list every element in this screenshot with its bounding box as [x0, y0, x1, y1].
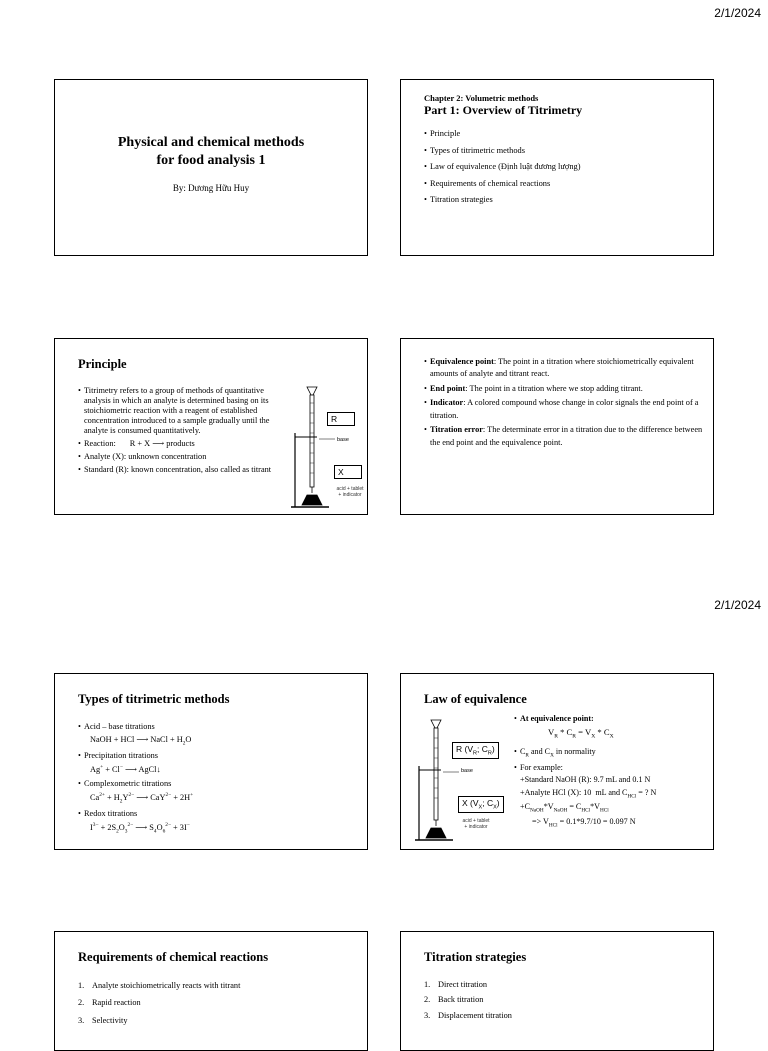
equation: $I^{3-} + 2S_2O_3^{2-}$ ⟶ $S_4O_6^{2-} + 3I^-$ — [90, 821, 190, 835]
slide-heading: Law of equivalence — [424, 692, 527, 706]
standard-box-text: R (V — [456, 744, 473, 754]
analyte-box-text: X (V — [462, 798, 479, 808]
list-item: • Standard (R): known concentration, also called as titrant — [78, 465, 283, 475]
slide-requirements — [54, 931, 368, 1051]
flask-label-line2: + indicator — [464, 823, 488, 830]
slide-main-title-line2: for food analysis 1 — [156, 153, 266, 169]
principle-list — [78, 386, 283, 478]
standard-box: R ($V_R$; $C_R$) — [452, 742, 499, 759]
list-item: • Redox titrations — [78, 808, 358, 821]
normality-text: in normality — [555, 746, 596, 756]
flask-label — [333, 487, 367, 498]
list-item: • Precipitation titrations — [78, 750, 358, 763]
list-item — [78, 439, 283, 449]
definition: : The determinate error in a titration due to the difference between the end point and the equivalence point. — [430, 425, 703, 447]
list-item-text: Selectivity — [92, 1015, 128, 1025]
part-title: Part 1: Overview of Titrimetry — [424, 103, 583, 117]
list-item-text: Back titration — [438, 995, 484, 1005]
list-item: • Principle — [424, 129, 704, 140]
list-item — [424, 397, 706, 422]
list-item: • For example: — [514, 762, 710, 773]
equivalence-list — [514, 713, 710, 830]
equation: Ag+ + Cl− ⟶ AgCl↓ — [90, 763, 161, 774]
requirements-list — [78, 981, 358, 1033]
slide-heading: Titration strategies — [424, 950, 527, 964]
overview-list — [424, 129, 704, 212]
list-item: • $C_R$ and $C_X$ in normality — [514, 746, 710, 760]
flask-label-line1: acid + tablet — [336, 486, 364, 492]
flask-label — [459, 819, 493, 830]
list-item-text: Direct titration — [438, 980, 488, 989]
list-item: • Acid – base titrations — [78, 721, 358, 734]
term: Equivalence point — [430, 357, 494, 366]
standard-box: R — [327, 412, 355, 426]
list-item-text: Analyte stoichiometrically reacts with titrant — [92, 981, 241, 990]
list-item: 2. Back titration — [424, 995, 484, 1005]
flask-label-line2: + indicator — [338, 491, 362, 498]
analyte-box: X — [334, 465, 362, 479]
list-item — [514, 713, 710, 724]
slide-heading: Types of titrimetric methods — [78, 692, 230, 706]
list-item-text: Rapid reaction — [92, 998, 141, 1008]
strategies-list — [424, 980, 704, 1026]
reaction-equation: R + X ⟶ products — [129, 438, 195, 448]
list-item: • Complexometric titrations — [78, 778, 358, 791]
definition: : The point in a titration where stoichiometrically equivalent amounts of analyte and titrant react. — [430, 357, 694, 379]
slide-definitions — [400, 338, 714, 515]
flask-label-line1: acid + tablet — [462, 818, 490, 824]
page-date-top: 2/1/2024 — [714, 6, 761, 20]
slide-law-equivalence — [400, 673, 714, 850]
example-line: +Standard NaOH (R): 9.7 mL and 0.1 N — [520, 775, 651, 785]
list-item: 2. Rapid reaction — [78, 998, 141, 1008]
term: End point — [430, 383, 466, 393]
list-item: 3. Displacement titration — [424, 1010, 512, 1020]
list-item: 1. Direct titration — [424, 980, 488, 989]
slide-main-title-line1: Physical and chemical methods — [117, 135, 305, 150]
list-item: • Analyte (X): unknown concentration — [78, 452, 283, 462]
analyte-box: X ($V_X$; $C_X$) — [458, 796, 504, 813]
base-label: base — [337, 437, 349, 443]
slide-heading: Requirements of chemical reactions — [78, 950, 269, 964]
slide-types — [54, 673, 368, 850]
equation: NaOH + HCl ⟶ NaCl + $H_2O$ — [90, 734, 192, 747]
types-list — [78, 721, 358, 838]
example-line: +Analyte HCl (X): 10 mL and $C_{HCl}$ = ? N — [520, 787, 657, 800]
list-item — [424, 383, 706, 395]
at-equivalence-label: At equivalence point: — [520, 714, 594, 723]
list-item: • Types of titrimetric methods — [424, 146, 704, 157]
slide-title — [54, 79, 368, 256]
list-item-text: Displacement titration — [438, 1010, 512, 1020]
page-date-mid: 2/1/2024 — [714, 598, 761, 612]
definitions-list — [424, 356, 706, 451]
list-item — [424, 356, 706, 381]
slide-strategies — [400, 931, 714, 1051]
list-item: • Titrimetry refers to a group of methods of quantitative analysis in which an analyte is determined basing on its stoichiometric reaction with a reagent of established concentration introduced to a sample gradually until the analyte is consumed quantitatively. — [78, 386, 283, 436]
list-item: 3. Selectivity — [78, 1015, 128, 1025]
example-line: => $V_{HCl} = 0.1*9.7/10 = 0.097$ N — [532, 817, 636, 830]
slide-principle — [54, 338, 368, 515]
list-item: • Titration strategies — [424, 195, 704, 206]
list-item: • Requirements of chemical reactions — [424, 179, 704, 190]
example-line: $+C_{NaOH}*V_{NaOH} = C_{HCl}*V_{HCl}$ — [520, 802, 609, 815]
list-item: 1. Analyte stoichiometrically reacts with titrant — [78, 981, 241, 990]
author: By: Dương Hữu Huy — [172, 183, 250, 193]
definition: : The point in a titration where we stop adding titrant. — [465, 383, 643, 393]
equation: $V_R * C_R = V_X * C_X$ — [548, 727, 614, 741]
term: Titration error — [430, 425, 483, 435]
reaction-label: Reaction: — [84, 438, 116, 448]
result-text: = 0.1*9.7/10 = 0.097 N — [559, 817, 636, 827]
slide-overview — [400, 79, 714, 256]
slide-heading: Principle — [78, 357, 127, 371]
list-item — [424, 424, 706, 449]
chapter-title: Chapter 2: Volumetric methods — [424, 93, 539, 103]
term: Indicator — [430, 398, 464, 408]
base-label: base — [461, 768, 473, 774]
list-item: • Law of equivalence (Định luật đương lượng) — [424, 162, 704, 173]
definition: : A colored compound whose change in color signals the end point of a titration. — [430, 398, 699, 420]
equation: $Ca^{2+} + H_2Y^{2-}$ ⟶ CaY$^{2-}$ + 2H+ — [90, 792, 194, 805]
